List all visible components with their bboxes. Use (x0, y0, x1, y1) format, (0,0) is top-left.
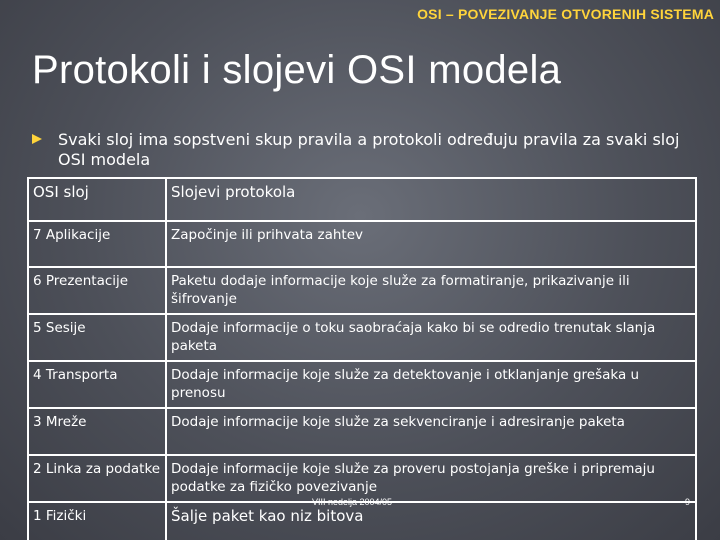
column-header-protocols: Slojevi protokola (166, 178, 696, 221)
description-cell: Dodaje informacije koje služe za detektovanje i otklanjanje grešaka u prenosu (166, 361, 696, 408)
table-row (28, 221, 696, 267)
column-header-layer: OSI sloj (28, 178, 166, 221)
layer-cell: 4 Transporta (28, 361, 166, 408)
description-cell: Paketu dodaje informacije koje služe za formatiranje, prikazivanje ili šifrovanje (166, 267, 696, 314)
table-row (28, 267, 696, 314)
table-row (28, 361, 696, 408)
page-number: 9 (684, 497, 690, 507)
bullet-point (32, 130, 692, 170)
course-header: OSI – POVEZIVANJE OTVORENIH SISTEMA (417, 6, 714, 22)
description-cell: Dodaje informacije o toku saobraćaja kako bi se odredio trenutak slanja paketa (166, 314, 696, 361)
layer-cell: 7 Aplikacije (28, 221, 166, 267)
table-row (28, 408, 696, 455)
description-cell: Dodaje informacije koje služe za proveru postojanja greške i pripremaju podatke za fizičko povezivanje (166, 455, 696, 502)
description-cell: Započinje ili prihvata zahtev (166, 221, 696, 267)
table-row (28, 455, 696, 502)
layer-cell: 6 Prezentacije (28, 267, 166, 314)
description-cell: Šalje paket kao niz bitova (166, 502, 696, 540)
bullet-arrow-icon (32, 134, 42, 144)
table-row (28, 314, 696, 361)
layer-cell: 1 Fizički (28, 502, 166, 540)
table-header-row (28, 178, 696, 221)
osi-layers-table (27, 177, 697, 540)
layer-cell: 2 Linka za podatke (28, 455, 166, 502)
layer-cell: 3 Mreže (28, 408, 166, 455)
slide-title: Protokoli i slojevi OSI modela (32, 48, 562, 92)
table-row (28, 502, 696, 540)
layer-cell: 5 Sesije (28, 314, 166, 361)
footer-text: VIII nedelja 2004/05 (312, 497, 393, 507)
description-cell: Dodaje informacije koje služe za sekvenciranje i adresiranje paketa (166, 408, 696, 455)
bullet-text: Svaki sloj ima sopstveni skup pravila a protokoli određuju pravila za svaki sloj OSI modela (58, 130, 680, 169)
